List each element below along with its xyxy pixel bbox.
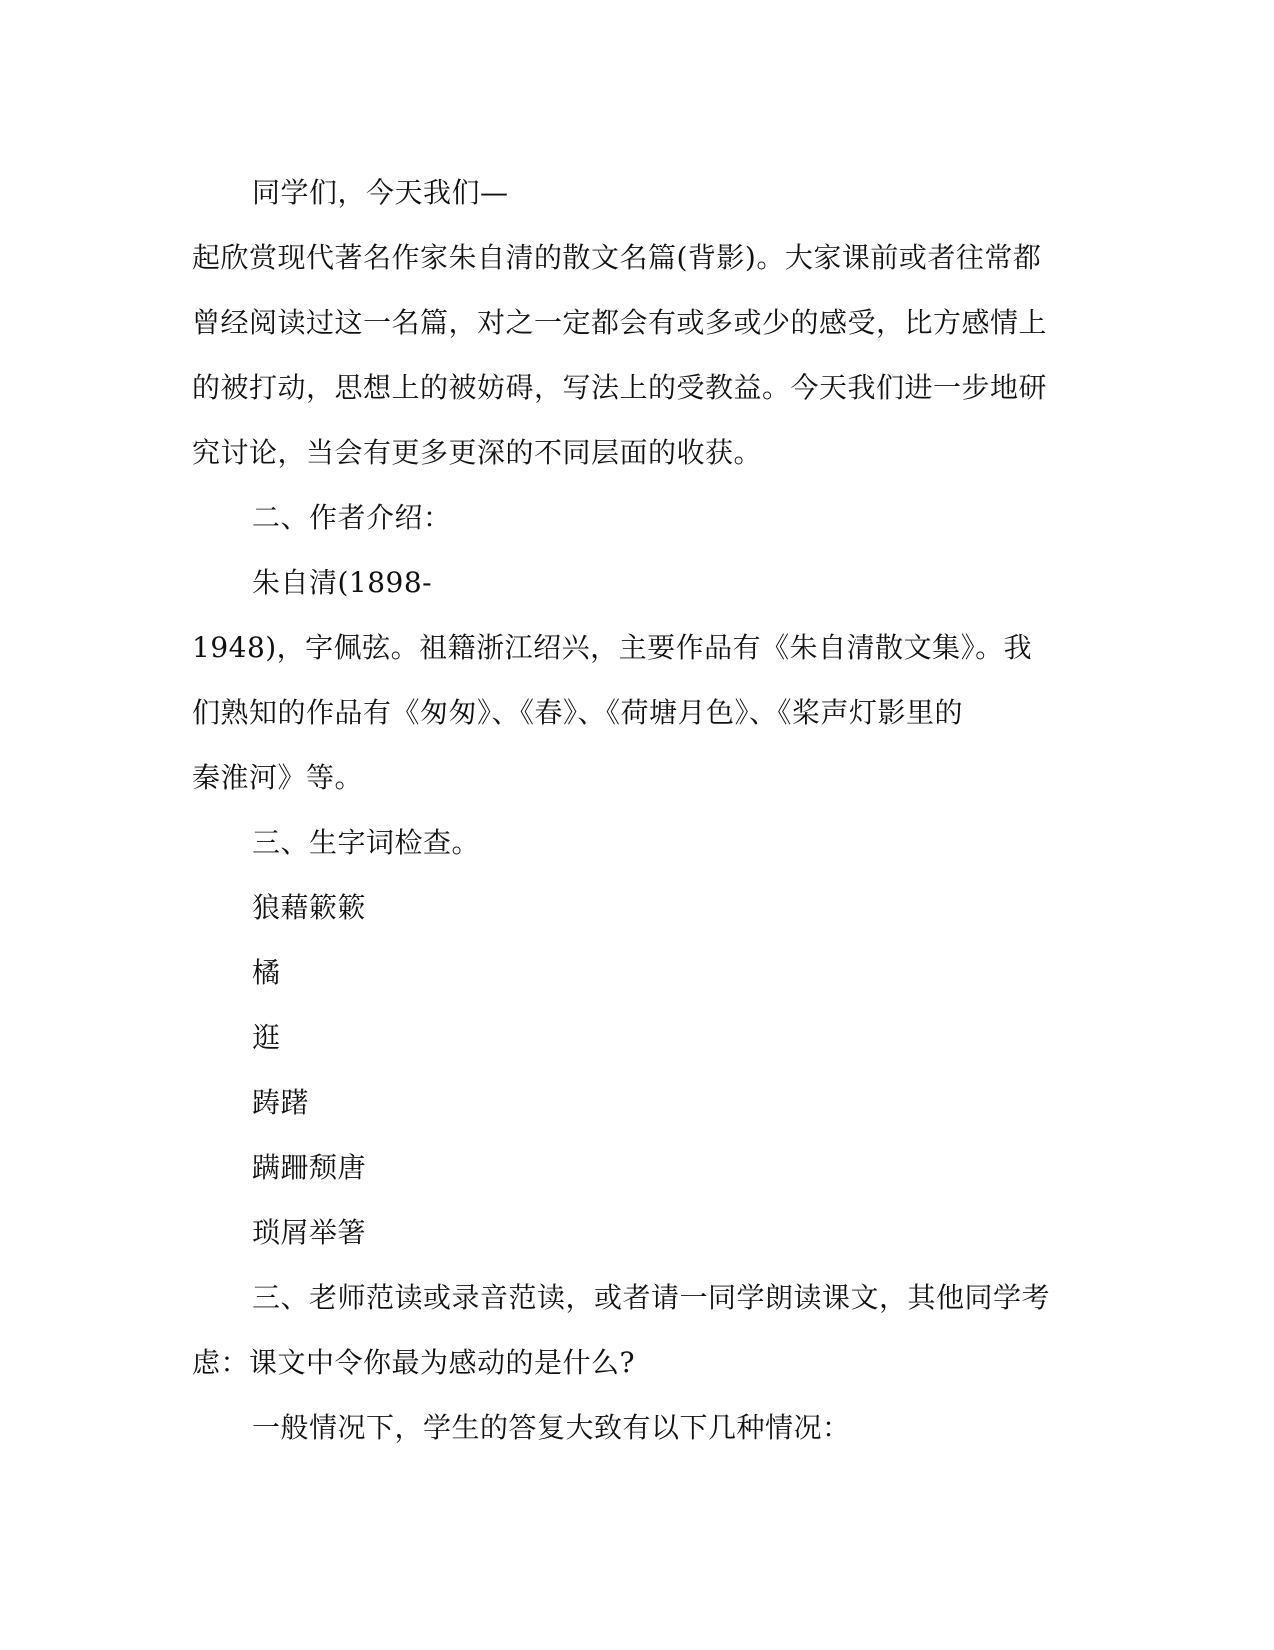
vocabulary-item: 蹒跚颓唐 [252,1151,367,1184]
paragraph-intro-line-2: 起欣赏现代著名作家朱自清的散文名篇(背影)。大家课前或者往常都 [192,241,1042,274]
document-body [192,160,1072,1460]
vocabulary-item: 踌躇 [252,1086,310,1119]
vocabulary-item: 橘 [252,956,281,989]
author-paragraph-line-3: 们熟知的作品有《匆匆》、《春》、《荷塘月色》、《桨声灯影里的 [192,696,964,729]
section-heading-vocabulary: 三、生字词检查。 [252,826,481,859]
answers-paragraph-line-1: 一般情况下，学生的答复大致有以下几种情况： [252,1411,851,1444]
vocabulary-item: 琐屑举箸 [252,1216,367,1249]
vocabulary-item: 逛 [252,1021,281,1054]
section-heading-author: 二、作者介绍： [252,501,452,534]
reading-paragraph-line-2: 虑：课文中令你最为感动的是什么? [192,1346,636,1379]
paragraph-intro-line-5: 究讨论，当会有更多更深的不同层面的收获。 [192,436,763,469]
reading-paragraph-line-1: 三、老师范读或录音范读，或者请一同学朗读课文，其他同学考 [252,1281,1051,1314]
paragraph-intro-line-4: 的被打动，思想上的被妨碍，写法上的受教益。今天我们进一步地研 [192,371,1048,404]
author-paragraph-line-2: 1948)，字佩弦。祖籍浙江绍兴，主要作品有《朱自清散文集》。我 [192,631,1033,664]
paragraph-intro-line-3: 曾经阅读过这一名篇，对之一定都会有或多或少的感受，比方感情上 [192,306,1048,339]
paragraph-intro-line-1: 同学们，今天我们— [252,176,509,209]
vocabulary-item: 狼藉簌簌 [252,891,367,924]
author-paragraph-line-4: 秦淮河》等。 [192,761,364,794]
author-paragraph-line-1: 朱自清(1898- [252,566,433,599]
